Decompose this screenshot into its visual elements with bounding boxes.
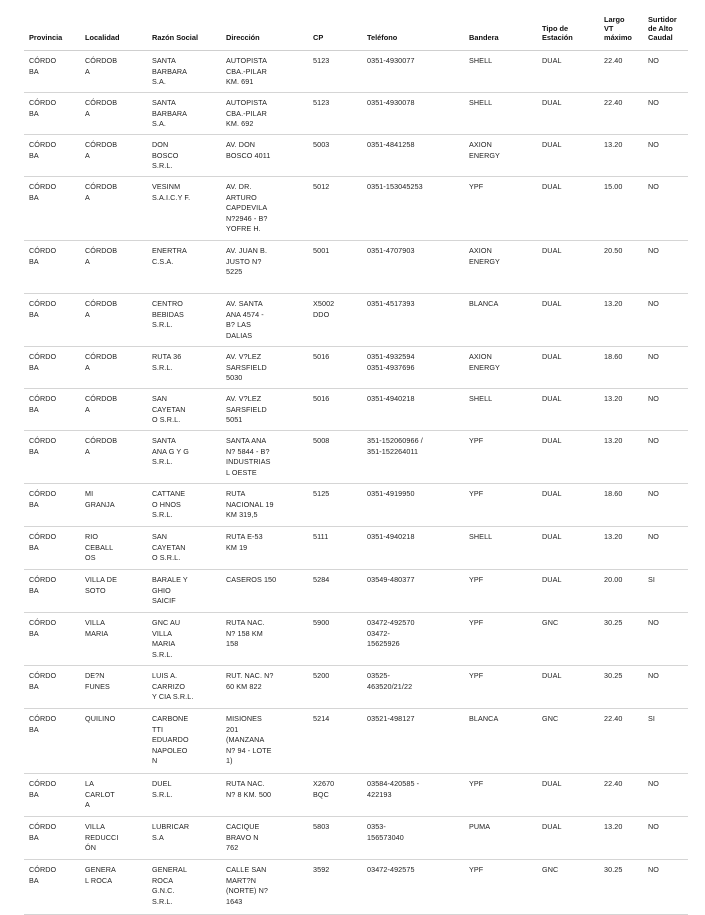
cell-direccion: SANTA ANA N? 5844 - B? INDUSTRIAS L OESTE (221, 431, 308, 484)
cell-telefono: 0351-4707903 (362, 241, 464, 294)
cell-bandera: YPF (464, 860, 537, 915)
cell-direccion: AV. DR. ARTURO CAPDEVILA N?2946 - B? YOFRE H. (221, 177, 308, 241)
cell-cp: 5284 (308, 570, 362, 613)
cell-telefono: 0351-4517393 (362, 294, 464, 347)
cell-tipo-estacion: GNC (537, 613, 599, 666)
cell-localidad: CÓRDOB A (80, 177, 147, 241)
cell-telefono: 03472-492575 (362, 860, 464, 915)
cell-tipo-estacion: DUAL (537, 241, 599, 294)
cell-surtidor: SI (643, 570, 688, 613)
cell-telefono: 0351-153045253 (362, 177, 464, 241)
cell-bandera: YPF (464, 431, 537, 484)
cell-surtidor: NO (643, 527, 688, 570)
cell-telefono: 0353- 156573040 (362, 817, 464, 860)
table-row (24, 294, 688, 347)
cell-tipo-estacion: DUAL (537, 570, 599, 613)
cell-tipo-estacion: DUAL (537, 484, 599, 527)
cell-provincia: CÓRDO BA (24, 484, 80, 527)
cell-surtidor: NO (643, 51, 688, 93)
cell-direccion: RUTA E-53 KM 19 (221, 527, 308, 570)
cell-cp: 5016 (308, 347, 362, 389)
cell-localidad: LA CARLOT A (80, 774, 147, 817)
header-bandera: Bandera (464, 8, 537, 51)
header-cp: CP (308, 8, 362, 51)
cell-cp: 5003 (308, 135, 362, 177)
cell-tipo-estacion: GNC (537, 709, 599, 774)
cell-razon-social: SANTA BARBARA S.A. (147, 51, 221, 93)
cell-razon-social: ENERTRA C.S.A. (147, 241, 221, 294)
cell-localidad: CÓRDOB A (80, 294, 147, 347)
cell-direccion: AV. V?LEZ SARSFIELD 5051 (221, 389, 308, 431)
cell-tipo-estacion: DUAL (537, 666, 599, 709)
cell-cp: 5200 (308, 666, 362, 709)
cell-direccion: AV. SANTA ANA 4574 - B? LAS DALIAS (221, 294, 308, 347)
header-surtidor: Surtidor de Alto Caudal (643, 8, 688, 51)
table-body (24, 51, 688, 915)
cell-provincia: CÓRDO BA (24, 570, 80, 613)
cell-direccion: RUTA NAC. N? 158 KM 158 (221, 613, 308, 666)
cell-bandera: AXION ENERGY (464, 135, 537, 177)
cell-bandera: YPF (464, 666, 537, 709)
cell-cp: 5123 (308, 51, 362, 93)
cell-direccion: RUTA NACIONAL 19 KM 319,5 (221, 484, 308, 527)
cell-largo-vt: 20.00 (599, 570, 643, 613)
cell-razon-social: RUTA 36 S.R.L. (147, 347, 221, 389)
cell-provincia: CÓRDO BA (24, 709, 80, 774)
cell-surtidor: NO (643, 177, 688, 241)
header-localidad: Localidad (80, 8, 147, 51)
cell-largo-vt: 13.20 (599, 389, 643, 431)
cell-localidad: DE?N FUNES (80, 666, 147, 709)
cell-largo-vt: 30.25 (599, 666, 643, 709)
stations-table (24, 8, 688, 915)
cell-surtidor: NO (643, 817, 688, 860)
table-header-row (24, 8, 688, 51)
cell-provincia: CÓRDO BA (24, 389, 80, 431)
cell-razon-social: CARBONE TTI EDUARDO NAPOLEO N (147, 709, 221, 774)
cell-direccion: AV. JUAN B. JUSTO N? 5225 (221, 241, 308, 294)
header-direccion: Dirección (221, 8, 308, 51)
cell-telefono: 0351-4932594 0351-4937696 (362, 347, 464, 389)
cell-surtidor: NO (643, 93, 688, 135)
cell-provincia: CÓRDO BA (24, 431, 80, 484)
cell-cp: 5123 (308, 93, 362, 135)
table-row (24, 241, 688, 294)
cell-localidad: CÓRDOB A (80, 135, 147, 177)
cell-cp: 5008 (308, 431, 362, 484)
cell-largo-vt: 13.20 (599, 135, 643, 177)
cell-bandera: PUMA (464, 817, 537, 860)
cell-provincia: CÓRDO BA (24, 51, 80, 93)
cell-surtidor: NO (643, 389, 688, 431)
cell-tipo-estacion: DUAL (537, 177, 599, 241)
header-provincia: Provincia (24, 8, 80, 51)
table-row (24, 347, 688, 389)
cell-localidad: CÓRDOB A (80, 347, 147, 389)
table-row (24, 484, 688, 527)
cell-largo-vt: 13.20 (599, 431, 643, 484)
cell-provincia: CÓRDO BA (24, 527, 80, 570)
cell-telefono: 0351-4940218 (362, 527, 464, 570)
header-telefono: Teléfono (362, 8, 464, 51)
cell-surtidor: NO (643, 294, 688, 347)
cell-tipo-estacion: DUAL (537, 527, 599, 570)
cell-provincia: CÓRDO BA (24, 294, 80, 347)
table-row (24, 389, 688, 431)
cell-tipo-estacion: DUAL (537, 389, 599, 431)
cell-tipo-estacion: DUAL (537, 135, 599, 177)
cell-bandera: SHELL (464, 389, 537, 431)
cell-telefono: 351-152060966 / 351-152264011 (362, 431, 464, 484)
cell-telefono: 03472-492570 03472- 15625926 (362, 613, 464, 666)
cell-razon-social: DUEL S.R.L. (147, 774, 221, 817)
cell-provincia: CÓRDO BA (24, 774, 80, 817)
cell-provincia: CÓRDO BA (24, 347, 80, 389)
table-row (24, 527, 688, 570)
table-row (24, 817, 688, 860)
cell-bandera: YPF (464, 484, 537, 527)
cell-razon-social: GENERAL ROCA G.N.C. S.R.L. (147, 860, 221, 915)
cell-razon-social: LUBRICAR S.A (147, 817, 221, 860)
cell-localidad: QUILINO (80, 709, 147, 774)
cell-direccion: AUTOPISTA CBA.-PILAR KM. 691 (221, 51, 308, 93)
cell-cp: 3592 (308, 860, 362, 915)
cell-provincia: CÓRDO BA (24, 177, 80, 241)
header-tipo-estacion: Tipo de Estación (537, 8, 599, 51)
cell-surtidor: NO (643, 431, 688, 484)
cell-bandera: BLANCA (464, 709, 537, 774)
cell-largo-vt: 20.50 (599, 241, 643, 294)
cell-largo-vt: 18.60 (599, 484, 643, 527)
table-row (24, 860, 688, 915)
cell-largo-vt: 30.25 (599, 613, 643, 666)
cell-bandera: AXION ENERGY (464, 347, 537, 389)
cell-largo-vt: 22.40 (599, 51, 643, 93)
cell-bandera: SHELL (464, 527, 537, 570)
cell-largo-vt: 15.00 (599, 177, 643, 241)
cell-direccion: AV. V?LEZ SARSFIELD 5030 (221, 347, 308, 389)
cell-tipo-estacion: DUAL (537, 817, 599, 860)
table-row (24, 613, 688, 666)
cell-localidad: VILLA DE SOTO (80, 570, 147, 613)
cell-direccion: CASEROS 150 (221, 570, 308, 613)
cell-razon-social: BARALE Y GHIO SAICIF (147, 570, 221, 613)
cell-surtidor: NO (643, 241, 688, 294)
cell-cp: 5125 (308, 484, 362, 527)
cell-bandera: SHELL (464, 93, 537, 135)
cell-tipo-estacion: DUAL (537, 51, 599, 93)
cell-surtidor: NO (643, 135, 688, 177)
cell-bandera: SHELL (464, 51, 537, 93)
cell-largo-vt: 18.60 (599, 347, 643, 389)
cell-telefono: 0351-4930077 (362, 51, 464, 93)
cell-telefono: 03525- 463520/21/22 (362, 666, 464, 709)
cell-razon-social: LUIS A. CARRIZO Y CIA S.R.L. (147, 666, 221, 709)
cell-direccion: AUTOPISTA CBA.-PILAR KM. 692 (221, 93, 308, 135)
cell-tipo-estacion: GNC (537, 860, 599, 915)
cell-telefono: 0351-4841258 (362, 135, 464, 177)
cell-provincia: CÓRDO BA (24, 241, 80, 294)
cell-razon-social: VESINM S.A.I.C.Y F. (147, 177, 221, 241)
cell-surtidor: NO (643, 484, 688, 527)
cell-razon-social: CENTRO BEBIDAS S.R.L. (147, 294, 221, 347)
cell-direccion: AV. DON BOSCO 4011 (221, 135, 308, 177)
cell-cp: 5900 (308, 613, 362, 666)
cell-razon-social: DON BOSCO S.R.L. (147, 135, 221, 177)
cell-localidad: CÓRDOB A (80, 241, 147, 294)
cell-telefono: 03549-480377 (362, 570, 464, 613)
table-row (24, 93, 688, 135)
cell-cp: X5002 DDO (308, 294, 362, 347)
cell-provincia: CÓRDO BA (24, 613, 80, 666)
cell-provincia: CÓRDO BA (24, 817, 80, 860)
cell-largo-vt: 30.25 (599, 860, 643, 915)
cell-telefono: 03584-420585 - 422193 (362, 774, 464, 817)
cell-direccion: RUTA NAC. N? 8 KM. 500 (221, 774, 308, 817)
cell-direccion: MISIONES 201 (MANZANA N? 94 - LOTE 1) (221, 709, 308, 774)
cell-largo-vt: 13.20 (599, 527, 643, 570)
cell-telefono: 0351-4930078 (362, 93, 464, 135)
cell-direccion: CALLE SAN MART?N (NORTE) N? 1643 (221, 860, 308, 915)
header-razon-social: Razón Social (147, 8, 221, 51)
table-row (24, 135, 688, 177)
cell-localidad: VILLA MARIA (80, 613, 147, 666)
cell-razon-social: SANTA ANA G Y G S.R.L. (147, 431, 221, 484)
table-row (24, 177, 688, 241)
cell-razon-social: SAN CAYETAN O S.R.L. (147, 389, 221, 431)
cell-cp: 5016 (308, 389, 362, 431)
cell-telefono: 03521-498127 (362, 709, 464, 774)
table-row (24, 774, 688, 817)
cell-provincia: CÓRDO BA (24, 666, 80, 709)
cell-razon-social: CATTANE O HNOS S.R.L. (147, 484, 221, 527)
cell-bandera: YPF (464, 177, 537, 241)
cell-surtidor: NO (643, 613, 688, 666)
cell-cp: 5012 (308, 177, 362, 241)
cell-localidad: MI GRANJA (80, 484, 147, 527)
cell-largo-vt: 22.40 (599, 93, 643, 135)
cell-localidad: CÓRDOB A (80, 51, 147, 93)
cell-cp: 5001 (308, 241, 362, 294)
cell-largo-vt: 22.40 (599, 774, 643, 817)
cell-tipo-estacion: DUAL (537, 93, 599, 135)
cell-provincia: CÓRDO BA (24, 93, 80, 135)
cell-provincia: CÓRDO BA (24, 135, 80, 177)
cell-tipo-estacion: DUAL (537, 774, 599, 817)
cell-telefono: 0351-4919950 (362, 484, 464, 527)
cell-bandera: YPF (464, 774, 537, 817)
cell-surtidor: SI (643, 709, 688, 774)
table-row (24, 666, 688, 709)
cell-surtidor: NO (643, 774, 688, 817)
cell-localidad: GENERA L ROCA (80, 860, 147, 915)
cell-cp: 5214 (308, 709, 362, 774)
table-row (24, 431, 688, 484)
cell-cp: 5111 (308, 527, 362, 570)
table-row (24, 51, 688, 93)
header-largo-vt: Largo VT máximo (599, 8, 643, 51)
cell-largo-vt: 13.20 (599, 817, 643, 860)
cell-surtidor: NO (643, 860, 688, 915)
cell-bandera: BLANCA (464, 294, 537, 347)
cell-largo-vt: 22.40 (599, 709, 643, 774)
table-row (24, 709, 688, 774)
cell-tipo-estacion: DUAL (537, 347, 599, 389)
cell-razon-social: GNC AU VILLA MARIA S.R.L. (147, 613, 221, 666)
cell-bandera: AXION ENERGY (464, 241, 537, 294)
cell-largo-vt: 13.20 (599, 294, 643, 347)
cell-surtidor: NO (643, 347, 688, 389)
cell-tipo-estacion: DUAL (537, 431, 599, 484)
cell-localidad: RIO CEBALL OS (80, 527, 147, 570)
cell-razon-social: SANTA BARBARA S.A. (147, 93, 221, 135)
cell-localidad: VILLA REDUCCI ÓN (80, 817, 147, 860)
table-row (24, 570, 688, 613)
cell-localidad: CÓRDOB A (80, 93, 147, 135)
cell-localidad: CÓRDOB A (80, 389, 147, 431)
cell-cp: X2670 BQC (308, 774, 362, 817)
cell-cp: 5803 (308, 817, 362, 860)
cell-tipo-estacion: DUAL (537, 294, 599, 347)
cell-direccion: CACIQUE BRAVO N 762 (221, 817, 308, 860)
cell-localidad: CÓRDOB A (80, 431, 147, 484)
cell-bandera: YPF (464, 570, 537, 613)
cell-direccion: RUT. NAC. N? 60 KM 822 (221, 666, 308, 709)
cell-razon-social: SAN CAYETAN O S.R.L. (147, 527, 221, 570)
cell-bandera: YPF (464, 613, 537, 666)
cell-provincia: CÓRDO BA (24, 860, 80, 915)
cell-surtidor: NO (643, 666, 688, 709)
cell-telefono: 0351-4940218 (362, 389, 464, 431)
